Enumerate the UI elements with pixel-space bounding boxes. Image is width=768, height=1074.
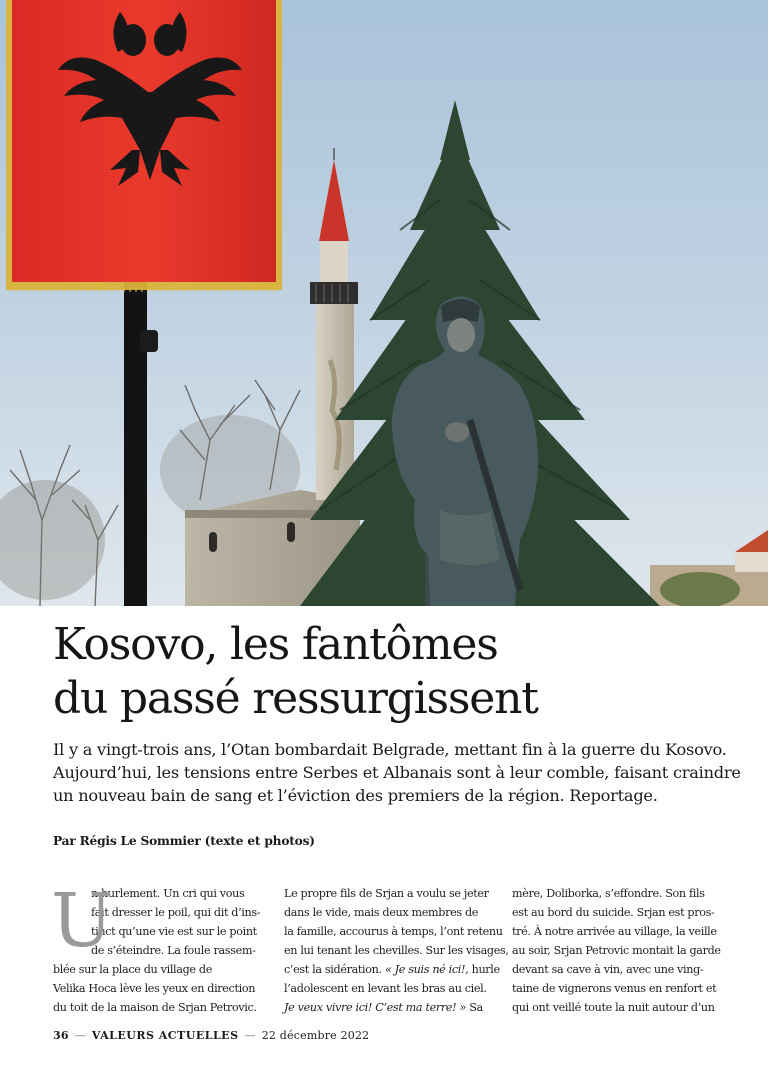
body-line: devant sa cave à vin, avec une ving- [512, 963, 704, 976]
body-line: l’adolescent en levant les bras au ciel. [284, 982, 487, 995]
standfirst-line-1: Il y a vingt-trois ans, l’Otan bombardait Belgrade, mettant fin à la guerre du Kosovo. [53, 740, 727, 759]
body-column-3 [512, 884, 734, 1017]
body-line: est au bord du suicide. Srjan est pros- [512, 906, 715, 919]
flag-pole [124, 280, 147, 606]
article-standfirst [53, 738, 753, 807]
magazine-name: VALEURS ACTUELLES [91, 1029, 239, 1042]
body-line: mère, Doliborka, s’effondre. Son fils [512, 887, 705, 900]
body-line: tré. À notre arrivée au village, la veille [512, 925, 717, 938]
issue-date: 22 décembre 2022 [261, 1029, 370, 1042]
body-line: au soir, Srjan Petrovic montait la garde [512, 944, 721, 957]
body-line [284, 960, 502, 979]
body-line: en lui tenant les chevilles. Sur les visages, [284, 944, 509, 957]
article-byline: Par Régis Le Sommier (texte et photos) [53, 834, 315, 848]
standfirst-line-3: un nouveau bain de sang et l’éviction des premiers de la région. Reportage. [53, 786, 658, 805]
quote-text: « Je suis né ici!, [384, 963, 469, 976]
article-headline [53, 618, 743, 726]
mosque-window-1 [209, 532, 217, 552]
albanian-flag [6, 0, 282, 292]
body-text: Sa [466, 1001, 483, 1014]
body-line: tinct qu’une vie est sur le point [91, 925, 257, 938]
body-line: Velika Hoca lève les yeux en direction [53, 982, 256, 995]
body-line: qui ont veillé toute la nuit autour d’un [512, 1001, 715, 1014]
quote-text: Je veux vivre ici! C’est ma terre! » [284, 1001, 466, 1014]
body-line: fait dresser le poil, qui dit d’ins- [91, 906, 261, 919]
body-line: Le propre fils de Srjan a voulu se jeter [284, 887, 489, 900]
drop-cap: U [51, 878, 114, 964]
body-line: n hurlement. Un cri qui vous [91, 887, 245, 900]
body-line: taine de vignerons venus en renfort et [512, 982, 717, 995]
page-footer [53, 1029, 369, 1042]
footer-separator: — [74, 1029, 86, 1042]
body-line: du toit de la maison de Srjan Petrovic. [53, 1001, 257, 1014]
standfirst-line-2: Aujourd’hui, les tensions entre Serbes et Albanais sont à leur comble, faisant craindre [53, 763, 741, 782]
headline-line-1: Kosovo, les fantômes [53, 619, 498, 670]
footer-separator: — [244, 1029, 256, 1042]
right-house [735, 552, 768, 572]
body-text: c’est la sidération. [284, 963, 385, 976]
headline-line-2: du passé ressurgissent [53, 673, 538, 724]
mosque-window-2 [287, 522, 295, 542]
body-line: blée sur la place du village de [53, 963, 212, 976]
body-line: de s’éteindre. La foule rassem- [91, 944, 256, 957]
page-number: 36 [53, 1029, 69, 1042]
body-line: dans le vide, mais deux membres de [284, 906, 479, 919]
body-column-2 [284, 884, 509, 1017]
body-line [284, 998, 502, 1017]
body-line: la famille, accourus à temps, l’ont retenu [284, 925, 503, 938]
flag-pole-bracket [140, 330, 158, 352]
body-column-1 [51, 878, 268, 1017]
body-text: hurle [468, 963, 500, 976]
